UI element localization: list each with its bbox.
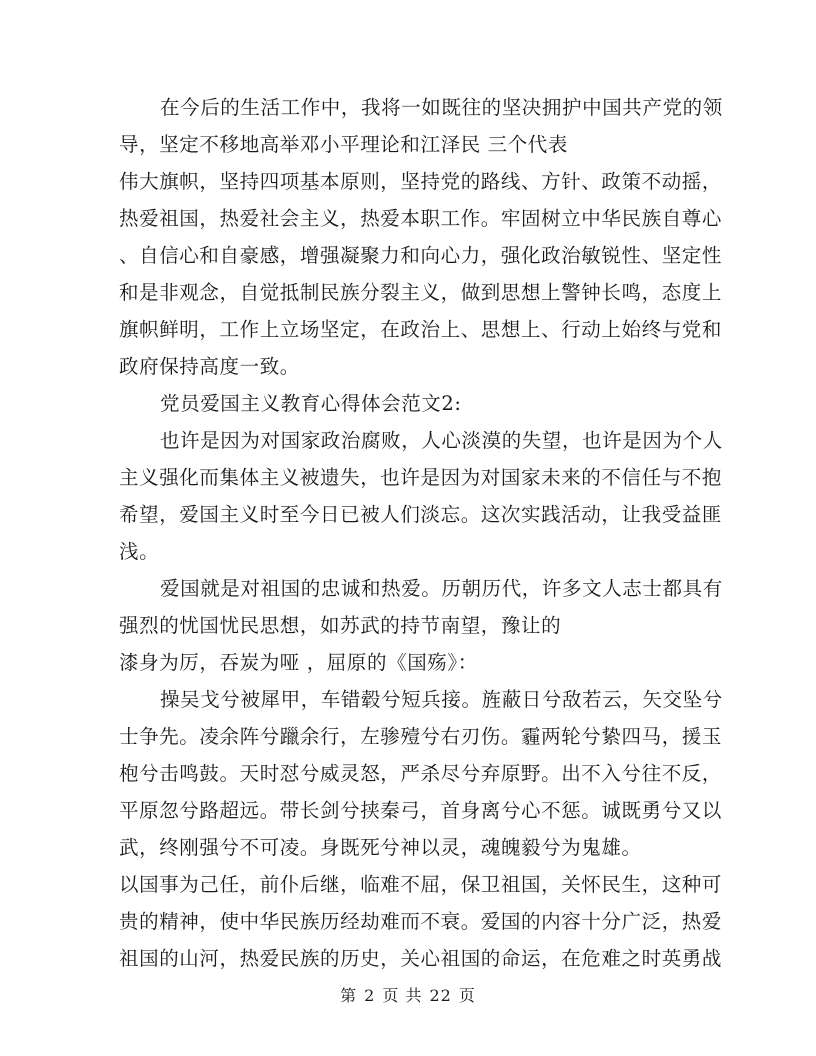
poem-line: 武，终刚强兮不可凌。身既死兮神以灵，魂魄毅兮为鬼雄。 <box>119 836 642 859</box>
body-line: 贵的精神，使中华民族历经劫难而不衰。爱国的内容十分广泛，热爱 <box>119 910 723 933</box>
section-heading: 党员爱国主义教育心得体会范文2: <box>160 392 462 415</box>
body-line: 也许是因为对国家政治腐败，人心淡漠的失望，也许是因为个人 <box>160 429 723 452</box>
current-page-number: 2 <box>364 986 376 1005</box>
body-line: 浅。 <box>119 540 160 563</box>
body-line: 在今后的生活工作中，我将一如既往的坚决拥护中国共产党的领 <box>160 96 723 119</box>
poem-line: 士争先。凌余阵兮躐余行，左骖殪兮右刃伤。霾两轮兮絷四马，援玉 <box>119 725 723 748</box>
body-line: 主义强化而集体主义被遗失，也许是因为对国家未来的不信任与不抱 <box>119 466 723 489</box>
body-line: 伟大旗帜，坚持四项基本原则，坚持党的路线、方针、政策不动摇， <box>119 170 723 193</box>
body-line: 希望，爱国主义时至今日已被人们淡忘。这次实践活动，让我受益匪 <box>119 503 723 526</box>
body-line: 政府保持高度一致。 <box>119 355 300 378</box>
body-line: 祖国的山河，热爱民族的历史，关心祖国的命运，在危难之时英勇战 <box>119 947 723 970</box>
body-line: 漆身为厉，吞炭为哑 ，屈原的《国殇》： <box>119 651 478 674</box>
poem-line: 枹兮击鸣鼓。天时怼兮威灵怒，严杀尽兮弃原野。出不入兮往不反， <box>119 762 723 785</box>
footer-suffix: 页 <box>458 986 476 1005</box>
total-page-count: 22 <box>429 986 452 1005</box>
body-line: 、自信心和自豪感，增强凝聚力和向心力，强化政治敏锐性、坚定性 <box>119 244 723 267</box>
body-line: 以国事为己任，前仆后继，临难不屈，保卫祖国，关怀民生，这种可 <box>119 873 723 896</box>
body-line: 和是非观念，自觉抵制民族分裂主义，做到思想上警钟长鸣，态度上 <box>119 281 723 304</box>
poem-line: 操吴戈兮被犀甲，车错毂兮短兵接。旌蔽日兮敌若云，矢交坠兮 <box>160 688 723 711</box>
body-line: 热爱祖国，热爱社会主义，热爱本职工作。牢固树立中华民族自尊心 <box>119 207 723 230</box>
body-line: 强烈的忧国忧民思想，如苏武的持节南望，豫让的 <box>119 614 562 637</box>
page-footer <box>0 986 816 1006</box>
body-line: 旗帜鲜明，工作上立场坚定，在政治上、思想上、行动上始终与党和 <box>119 318 723 341</box>
body-line: 爱国就是对祖国的忠诚和热爱。历朝历代，许多文人志士都具有 <box>160 577 723 600</box>
footer-middle: 页 共 <box>382 986 423 1005</box>
body-line: 导，坚定不移地高举邓小平理论和江泽民 三个代表 <box>119 133 568 156</box>
footer-prefix: 第 <box>340 986 358 1005</box>
poem-line: 平原忽兮路超远。带长剑兮挟秦弓，首身离兮心不惩。诚既勇兮又以 <box>119 799 723 822</box>
